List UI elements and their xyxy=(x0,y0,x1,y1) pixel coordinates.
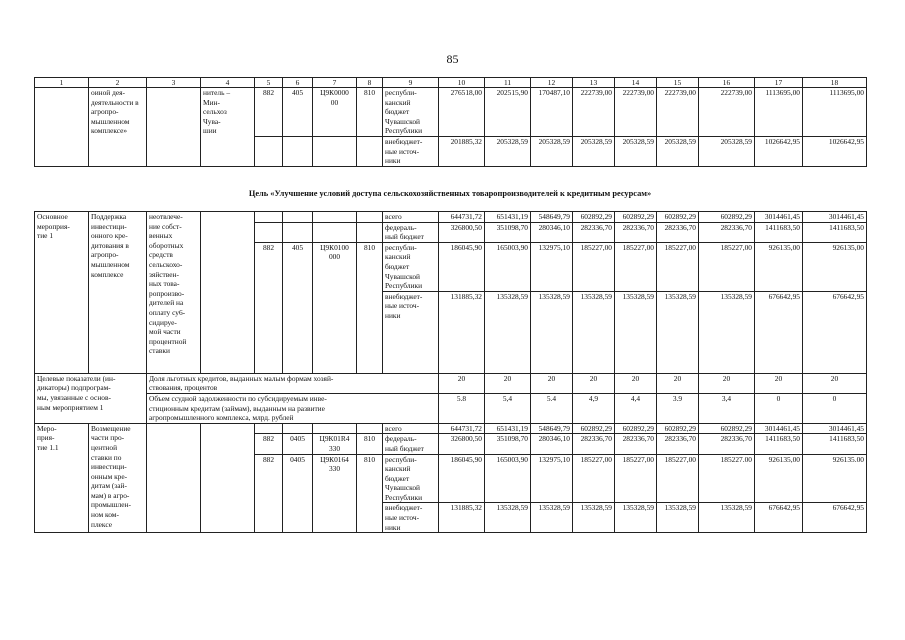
column-number-cell: 14 xyxy=(615,78,657,88)
expense-group-cell: 810 xyxy=(357,88,383,137)
column-number-cell: 18 xyxy=(803,78,867,88)
indicator-value: 4,4 xyxy=(615,393,657,423)
main-activity-name: Поддержка инвестици- онного кре- дитования в агропро- мышленном комплексе xyxy=(89,212,147,374)
source-label: внебюджет- ные источ- ники xyxy=(383,291,439,373)
column-number-cell: 3 xyxy=(147,78,201,88)
value-cell: 282336,70 xyxy=(573,434,615,454)
value-cell: 926135.00 xyxy=(803,454,867,503)
value-cell: 282336,70 xyxy=(573,222,615,242)
table-row xyxy=(35,88,867,137)
value-cell: 1113695,00 xyxy=(803,88,867,137)
value-cell: 132975,10 xyxy=(531,454,573,503)
value-cell: 602892,29 xyxy=(699,212,755,223)
source-label: всего xyxy=(383,212,439,223)
column-number-cell: 1 xyxy=(35,78,89,88)
value-cell: 135328,59 xyxy=(531,503,573,533)
value-cell: 135328,59 xyxy=(657,291,699,373)
source-label: республи- канский бюджет Чувашской Республики xyxy=(383,242,439,291)
indicator-value: 3,4 xyxy=(699,393,755,423)
indicator-value: 3.9 xyxy=(657,393,699,423)
table-row xyxy=(35,212,867,223)
value-cell: 926135,00 xyxy=(755,454,803,503)
value-cell: 644731,72 xyxy=(439,212,485,223)
value-cell: 131885,32 xyxy=(439,291,485,373)
section-code-cell: 0405 xyxy=(283,454,313,533)
section-code-cell: 405 xyxy=(283,88,313,137)
value-cell: 186045,90 xyxy=(439,242,485,291)
column-number-cell: 5 xyxy=(255,78,283,88)
source-label: внебюджет- ные источ- ники xyxy=(383,503,439,533)
value-cell: 202515,90 xyxy=(485,88,531,137)
cell-empty xyxy=(283,423,313,434)
expense-group-cell: 810 xyxy=(357,242,383,373)
value-cell: 185227,00 xyxy=(615,454,657,503)
value-cell: 185227,00 xyxy=(615,242,657,291)
value-cell: 676642,95 xyxy=(803,291,867,373)
grbs-code-cell: 882 xyxy=(255,454,283,533)
indicator-text: Объем ссудной задолженности по субсидируемым инве- стиционным кредитам (займам), выданным на развитие агропромышленного комплекса, млрд. рублей xyxy=(147,393,439,423)
column-number-cell: 4 xyxy=(201,78,255,88)
source-label: федераль- ный бюджет xyxy=(383,434,439,454)
value-cell: 676642,95 xyxy=(803,503,867,533)
column-number-cell: 8 xyxy=(357,78,383,88)
value-cell: 644731,72 xyxy=(439,423,485,434)
value-cell: 135328,59 xyxy=(573,291,615,373)
source-label: федераль- ный бюджет xyxy=(383,222,439,242)
indicator-text: Доля льготных кредитов, выданных малым формам хозяй- ствования, процентов xyxy=(147,373,439,393)
column-number-cell: 10 xyxy=(439,78,485,88)
column-number-cell: 15 xyxy=(657,78,699,88)
value-cell: 280346,10 xyxy=(531,434,573,454)
cell-col3 xyxy=(147,423,201,533)
column-number-cell: 12 xyxy=(531,78,573,88)
cell-empty xyxy=(283,136,313,166)
executor-cell: нитель – Мин- сельхоз Чува- шии xyxy=(201,88,255,167)
cell-empty xyxy=(357,212,383,223)
expense-group-cell: 810 xyxy=(357,454,383,533)
event-name-cell: оиной дея- деятельности в агропро- мышленном комплексе» xyxy=(89,88,147,167)
cell-col1 xyxy=(35,88,89,167)
column-number-cell: 13 xyxy=(573,78,615,88)
indicator-value: 20 xyxy=(755,373,803,393)
value-cell: 1026642,95 xyxy=(803,136,867,166)
column-number-cell: 6 xyxy=(283,78,313,88)
value-cell: 282336,70 xyxy=(699,434,755,454)
value-cell: 282336,70 xyxy=(615,434,657,454)
value-cell: 3014461,45 xyxy=(803,423,867,434)
value-cell: 205328,59 xyxy=(699,136,755,166)
indicator-row xyxy=(35,373,867,393)
value-cell: 651431,19 xyxy=(485,423,531,434)
value-cell: 1411683,50 xyxy=(755,222,803,242)
value-cell: 135328,59 xyxy=(657,503,699,533)
main-activity-label: Основное мероприя- тие 1 xyxy=(35,212,89,374)
measure-name: Возмещение части про- центной ставки по инвестици- онным кре- дитам (зай- мам) в агро- промышлен- ном ком- плексе xyxy=(89,423,147,533)
cell-empty xyxy=(357,136,383,166)
value-cell: 222739,00 xyxy=(699,88,755,137)
value-cell: 3014461,45 xyxy=(755,423,803,434)
value-cell: 132975,10 xyxy=(531,242,573,291)
cell-empty xyxy=(283,212,313,223)
cell-col4 xyxy=(201,212,255,374)
source-label: республи- канский бюджет Чувашской Республики xyxy=(383,454,439,503)
value-cell: 1411683,50 xyxy=(803,222,867,242)
value-cell: 222739,00 xyxy=(615,88,657,137)
value-cell: 548649,79 xyxy=(531,423,573,434)
indicator-value: 20 xyxy=(803,373,867,393)
value-cell: 282336,70 xyxy=(615,222,657,242)
value-cell: 205328,59 xyxy=(485,136,531,166)
indicator-value: 5,4 xyxy=(485,393,531,423)
grbs-code-cell: 882 xyxy=(255,242,283,373)
value-cell: 602892,29 xyxy=(657,212,699,223)
value-cell: 282336,70 xyxy=(657,222,699,242)
expense-group-cell: 810 xyxy=(357,434,383,454)
indicator-value: 5.4 xyxy=(531,393,573,423)
column-number-row xyxy=(35,78,867,88)
continued-table xyxy=(34,77,867,167)
indicator-value: 4,9 xyxy=(573,393,615,423)
value-cell: 926135,00 xyxy=(755,242,803,291)
indicator-row xyxy=(35,393,867,423)
cell-empty xyxy=(283,222,313,242)
column-number-cell: 11 xyxy=(485,78,531,88)
section-code-cell: 0405 xyxy=(283,434,313,454)
target-article-cell: Ц9К01R4 330 xyxy=(313,434,357,454)
indicator-value: 20 xyxy=(531,373,573,393)
value-cell: 1411683,50 xyxy=(755,434,803,454)
column-number-cell: 2 xyxy=(89,78,147,88)
value-cell: 602892,29 xyxy=(573,423,615,434)
value-cell: 602892,29 xyxy=(615,212,657,223)
indicator-value: 20 xyxy=(573,373,615,393)
value-cell: 602892,29 xyxy=(615,423,657,434)
column-number-cell: 7 xyxy=(313,78,357,88)
column-number-cell: 17 xyxy=(755,78,803,88)
value-cell: 280346,10 xyxy=(531,222,573,242)
cell-empty xyxy=(357,222,383,242)
value-cell: 205328,59 xyxy=(531,136,573,166)
value-cell: 651431,19 xyxy=(485,212,531,223)
value-cell: 276518,00 xyxy=(439,88,485,137)
indicator-value: 20 xyxy=(485,373,531,393)
value-cell: 135328,59 xyxy=(615,503,657,533)
value-cell: 205328,59 xyxy=(573,136,615,166)
target-article-cell: Ц9К0164 330 xyxy=(313,454,357,533)
value-cell: 135328,59 xyxy=(573,503,615,533)
target-article-cell: Ц9К0100 000 xyxy=(313,242,357,373)
value-cell: 135328,59 xyxy=(485,503,531,533)
value-cell: 186045,90 xyxy=(439,454,485,503)
value-cell: 170487,10 xyxy=(531,88,573,137)
value-cell: 165003,90 xyxy=(485,454,531,503)
indicator-value: 20 xyxy=(657,373,699,393)
column-number-cell: 9 xyxy=(383,78,439,88)
cell-empty xyxy=(313,222,357,242)
value-cell: 926135,00 xyxy=(803,242,867,291)
value-cell: 351098,70 xyxy=(485,222,531,242)
cell-empty xyxy=(313,212,357,223)
indicator-value: 0 xyxy=(755,393,803,423)
cell-empty xyxy=(313,423,357,434)
cell-empty xyxy=(313,136,357,166)
value-cell: 1113695,00 xyxy=(755,88,803,137)
target-article-cell: Ц9К0000 00 xyxy=(313,88,357,137)
value-cell: 185227,00 xyxy=(657,242,699,291)
value-cell: 548649,79 xyxy=(531,212,573,223)
value-cell: 205328,59 xyxy=(615,136,657,166)
value-cell: 1026642,95 xyxy=(755,136,803,166)
value-cell: 602892,29 xyxy=(699,423,755,434)
value-cell: 135328,59 xyxy=(615,291,657,373)
grbs-code-cell: 882 xyxy=(255,88,283,137)
cell-empty xyxy=(255,423,283,434)
value-cell: 602892,29 xyxy=(657,423,699,434)
value-cell: 135328,59 xyxy=(699,503,755,533)
value-cell: 282336,70 xyxy=(699,222,755,242)
section-code-cell: 405 xyxy=(283,242,313,373)
main-table xyxy=(34,211,867,533)
main-activity-purpose: неотвлече- ние собст- венных оборотных средств сельскохо- зяйствен- ных това- ропроизво- дителей на оплату су6- сидируе- мой части процентной ставки xyxy=(147,212,201,374)
cell-empty xyxy=(255,212,283,223)
value-cell: 3014461,45 xyxy=(755,212,803,223)
column-number-cell: 16 xyxy=(699,78,755,88)
value-cell: 222739,00 xyxy=(657,88,699,137)
value-cell: 185227,00 xyxy=(657,454,699,503)
value-cell: 165003,90 xyxy=(485,242,531,291)
grbs-code-cell: 882 xyxy=(255,434,283,454)
source-label: внебюджет- ные источ- ники xyxy=(383,136,439,166)
cell-empty xyxy=(357,423,383,434)
value-cell: 282336,70 xyxy=(657,434,699,454)
cell-col3 xyxy=(147,88,201,167)
indicator-value: 20 xyxy=(615,373,657,393)
value-cell: 185227,00 xyxy=(573,242,615,291)
goal-heading: Цель «Улучшение условий доступа сельскохозяйственных товаропроизводителей к кредитным ресурсам» xyxy=(248,189,652,198)
value-cell: 351098,70 xyxy=(485,434,531,454)
indicators-label: Целевые показатели (ин- дикаторы) подпрограм- мы, увязанные с основ- ным мероприятием 1 xyxy=(35,373,147,423)
value-cell: 185227,00 xyxy=(573,454,615,503)
value-cell: 1411683,50 xyxy=(803,434,867,454)
cell-col4 xyxy=(201,423,255,533)
cell-empty xyxy=(255,136,283,166)
value-cell: 602892,29 xyxy=(573,212,615,223)
value-cell: 326800,50 xyxy=(439,434,485,454)
value-cell: 3014461,45 xyxy=(803,212,867,223)
value-cell: 135328,59 xyxy=(485,291,531,373)
value-cell: 201885,32 xyxy=(439,136,485,166)
value-cell: 135328,59 xyxy=(699,291,755,373)
value-cell: 135328,59 xyxy=(531,291,573,373)
value-cell: 326800,50 xyxy=(439,222,485,242)
value-cell: 185227,00 xyxy=(699,242,755,291)
indicator-value: 0 xyxy=(803,393,867,423)
source-label: всего xyxy=(383,423,439,434)
value-cell: 131885,32 xyxy=(439,503,485,533)
value-cell: 676642,95 xyxy=(755,291,803,373)
value-cell: 222739,00 xyxy=(573,88,615,137)
indicator-value: 20 xyxy=(699,373,755,393)
measure-label: Меро- прия- тие 1.1 xyxy=(35,423,89,533)
source-label: республи- канский бюджет Чувашской Республики xyxy=(383,88,439,137)
value-cell: 185227.00 xyxy=(699,454,755,503)
cell-empty xyxy=(255,222,283,242)
page-number: 85 xyxy=(446,52,459,66)
indicator-value: 5.8 xyxy=(439,393,485,423)
indicator-value: 20 xyxy=(439,373,485,393)
value-cell: 676642,95 xyxy=(755,503,803,533)
table-row xyxy=(35,423,867,434)
value-cell: 205328,59 xyxy=(657,136,699,166)
